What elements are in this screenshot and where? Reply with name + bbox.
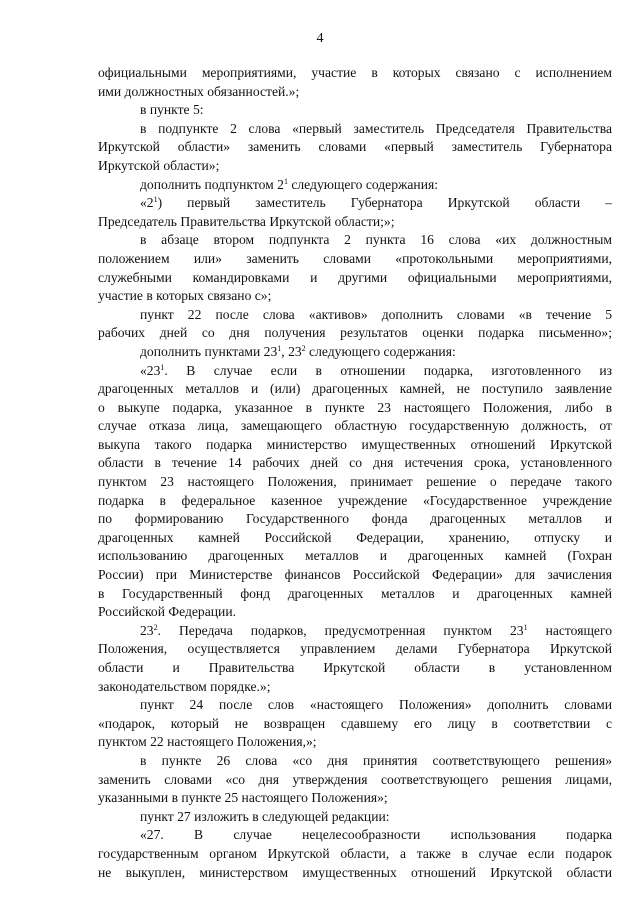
document-body — [98, 64, 612, 882]
text-line: не выкуплен, министерством имущественных отношений Иркутской области — [98, 864, 612, 880]
text-line: Председатель Правительства Иркутской области;»; — [98, 213, 395, 229]
text-line: указанными в пункте 25 настоящего Положения»; — [98, 790, 388, 806]
text-line: Иркутской области»; — [98, 157, 220, 173]
text-line: заменить словами «со дня утверждения соответствующего решения лицами, — [98, 771, 612, 787]
text-line: Иркутской области» заменить словами «первый заместитель Губернатора — [98, 139, 612, 155]
text-line: «$2^1$) первый заместитель Губернатора Иркутской области – — [140, 195, 612, 211]
text-line: области и Правительства Иркутской области в установленном — [98, 660, 612, 675]
text-line: пунктом 22 настоящего Положения,»; — [98, 734, 317, 750]
text-line: использованию драгоценных металлов и драгоценных камней (Гохран — [98, 548, 612, 564]
text-line: служебными командировками и другими официальными мероприятиями, — [98, 269, 612, 285]
text-line: в пункте 26 слова «со дня принятия соответствующего решения» — [140, 752, 612, 768]
text-line: Российской Федерации. — [98, 604, 236, 620]
text-line: «27. В случае нецелесообразности использования подарка — [140, 827, 612, 843]
text-line: в пункте 5: — [140, 102, 204, 118]
text-line: выкупа такого подарка министерство имущественных отношений Иркутской — [98, 436, 612, 452]
text-line: рабочих дней со дня получения результатов оценки подарка письменно»; — [98, 325, 612, 341]
text-line: Положения, осуществляется управлением делами Губернатора Иркутской — [98, 641, 612, 657]
text-line: участие в которых связано с»; — [98, 288, 272, 304]
text-line: по формированию Государственного фонда драгоценных металлов и — [98, 511, 612, 527]
text-line: драгоценных металлов и (или) драгоценных камней, не поступило заявление — [98, 381, 612, 397]
text-line: законодательством порядке.»; — [98, 678, 271, 694]
text-line: дополнить пунктами $23^1$, $23^2$ следующего содержания: — [140, 343, 456, 359]
text-line: дополнить подпунктом $2^1$ следующего содержания: — [140, 176, 439, 192]
text-line: «подарок, который не возвращен сдавшему его лицу в соответствии с — [98, 715, 612, 731]
text-line: в Государственный фонд драгоценных металлов и драгоценных камней — [98, 585, 612, 601]
text-line: драгоценных камней Российской Федерации, хранению, отпуску и — [98, 529, 612, 545]
text-line: в абзаце втором подпункта 2 пункта 16 слова «их должностным — [140, 232, 612, 248]
text-line: о выкупе подарка, указанное в пункте 23 настоящего Положения, либо в — [98, 399, 612, 415]
text-line: в подпункте 2 слова «первый заместитель Председателя Правительства — [140, 120, 612, 136]
page-number: 4 — [316, 31, 324, 46]
text-line: пункт 24 после слов «настоящего Положения» дополнить словами — [140, 697, 612, 713]
text-line: ими должностных обязанностей.»; — [98, 83, 300, 99]
text-line: области в течение 14 рабочих дней со дня истечения срока, установленного — [98, 455, 612, 471]
text-line: «$23^1$. В случае если в отношении подарка, изготовленного из — [140, 362, 612, 378]
text-line: официальными мероприятиями, участие в которых связано с исполнением — [98, 65, 612, 80]
text-line: России) при Министерстве финансов Российской Федерации» для зачисления — [98, 567, 612, 583]
text-line: пункт 22 после слова «активов» дополнить словами «в течение 5 — [140, 306, 612, 322]
text-line: подарка в федеральное казенное учреждение «Государственное учреждение — [98, 492, 612, 508]
text-line: случае отказа лица, замещающего областную государственную должность, от — [98, 418, 612, 434]
text-line: пункт 27 изложить в следующей редакции: — [140, 808, 390, 824]
text-line: положением или» заменить словами «протокольными мероприятиями, — [98, 250, 612, 266]
text-line: пунктом 23 настоящего Положения, принимает решение о передаче такого — [98, 474, 612, 490]
text-line: $23^2$. Передача подарков, предусмотренная пунктом $23^1$ настоящего — [140, 622, 612, 638]
text-line: государственным органом Иркутской области, а также в случае если подарок — [98, 845, 612, 861]
